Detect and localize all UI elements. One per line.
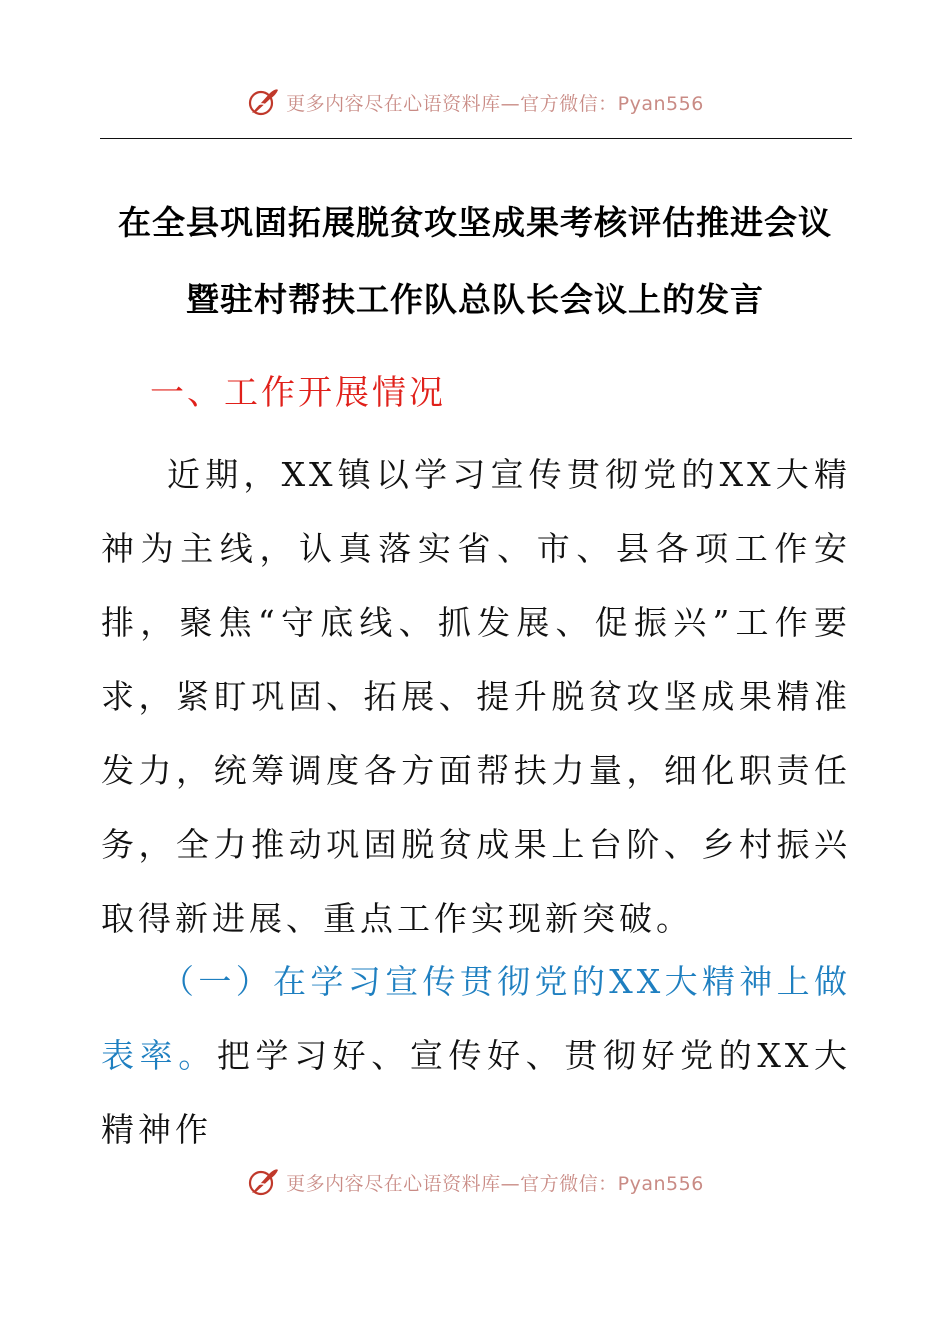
document-title-line-2: 暨驻村帮扶工作队总队长会议上的发言 bbox=[186, 280, 764, 319]
document-title-line-1: 在全县巩固拓展脱贫攻坚成果考核评估推进会议 bbox=[118, 203, 832, 242]
watermark-text: 更多内容尽在心语资料库—官方微信：Pyan556 bbox=[286, 92, 704, 115]
body-paragraph: 近期，XX镇以学习宣传贯彻党的XX大精神为主线，认真落实省、市、县各项工作安排，聚焦“守底线、抓发展、促振兴”工作要求，紧盯巩固、拓展、提升脱贫攻坚成果精准发力，统筹调度各方面帮扶力量，细化职责任务，全力推动巩固脱贫成果上台阶、乡村振兴取得新进展、重点工作实现新突破。 bbox=[101, 455, 851, 938]
subsection-paragraph-text: 把学习好、宣传好、贯彻好党的XX大精神作 bbox=[101, 1036, 851, 1149]
header-watermark bbox=[0, 82, 950, 122]
footer-watermark bbox=[0, 1162, 950, 1202]
quill-pen-logo-icon bbox=[246, 85, 280, 119]
watermark-text: 更多内容尽在心语资料库—官方微信：Pyan556 bbox=[286, 1172, 704, 1195]
quill-pen-logo-icon bbox=[246, 1165, 280, 1199]
subsection-paragraph bbox=[101, 945, 851, 1167]
section-heading: 一、工作开展情况 bbox=[150, 373, 446, 413]
header-divider bbox=[100, 138, 852, 139]
subsection-heading: （一）在学习宣传贯彻党的XX大精神上做表率。 bbox=[101, 962, 851, 1075]
